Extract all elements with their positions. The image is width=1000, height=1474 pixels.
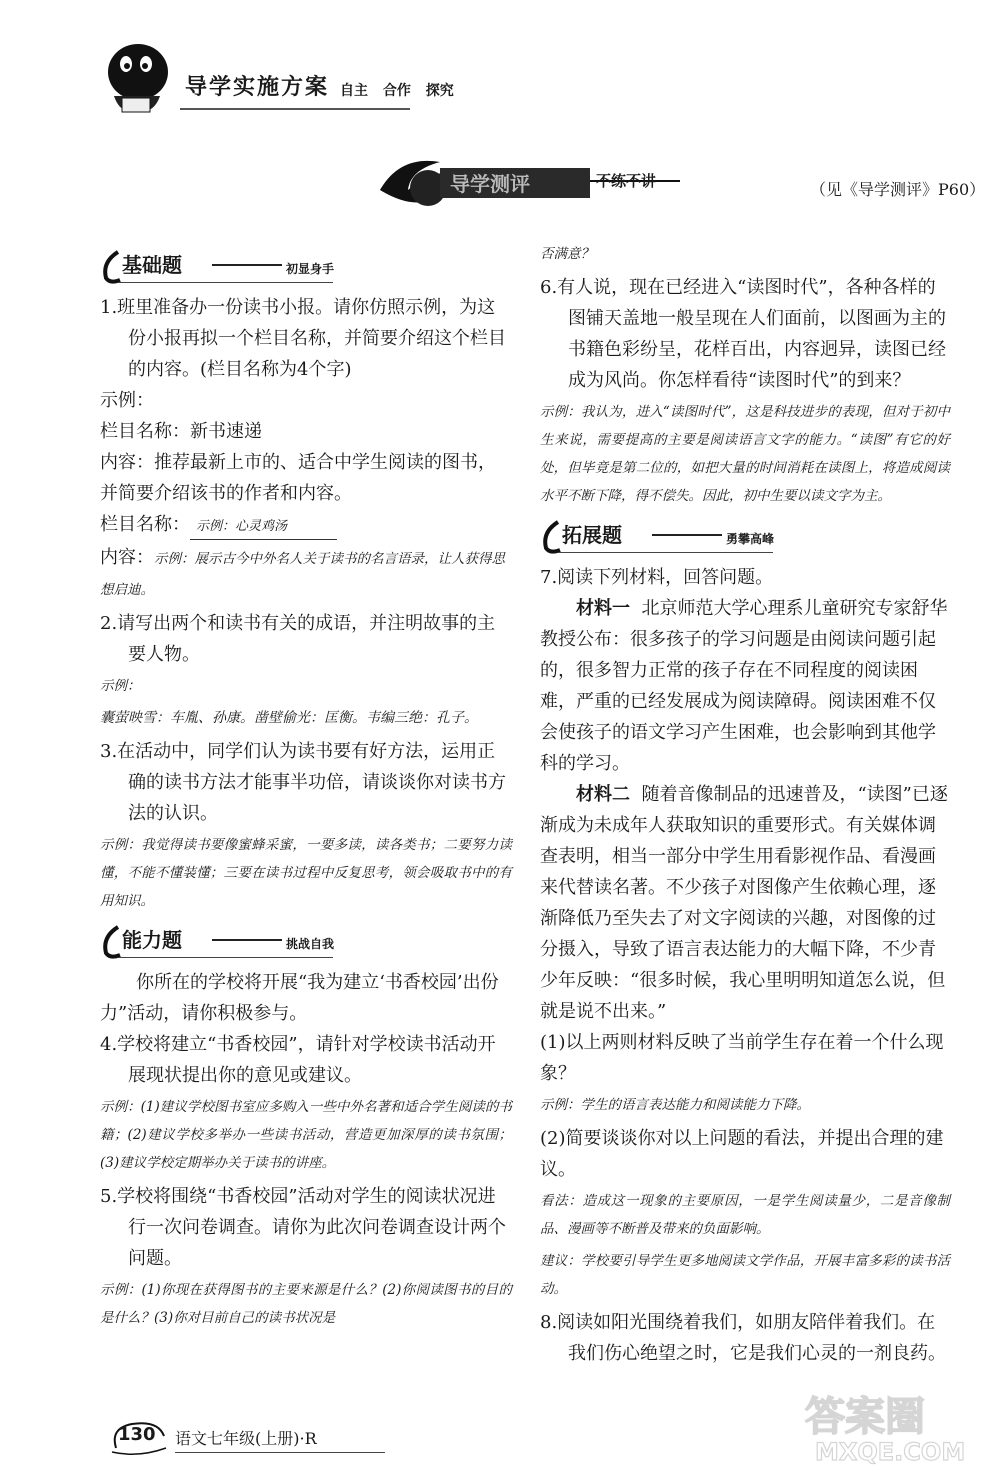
- header-title: 导学实施方案: [185, 75, 330, 100]
- question-3: 3.在活动中，同学们认为读书要有好方法，运用正确的读书方法才能事半功倍，请谈谈你对读书方法的认识。: [100, 741, 506, 824]
- q1-example-content: 内容：推荐最新上市的、适合中学生阅读的图书，并简要介绍该书的作者和内容。: [100, 452, 496, 504]
- q1-content-label: 内容：: [100, 547, 154, 568]
- material-1-text: 北京师范大学心理系儿童研究专家舒华教授公布：很多孩子的学习问题是由阅读问题引起的，很多智力正常的孩子存在不同程度的阅读困难，严重的已经发展成为阅读障碍。阅读困难不仅会使孩子的语文学习产生困难，也会影响到其他学科的学习。: [540, 598, 948, 774]
- q1-name-field: [100, 509, 512, 540]
- q5-answer: 示例：(1)你现在获得图书的主要来源是什么？(2)你阅读图书的目的是什么？(3)你对目前自己的读书状况是: [100, 1282, 512, 1326]
- book-title: 语文七年级(上册)·R: [175, 1429, 317, 1448]
- pen-stroke-icon: [540, 520, 564, 554]
- q4-answer: 示例：(1)建议学校图书室应多购入一些中外名著和适合学生阅读的书籍；(2)建议学校多举办一些读书活动，营造更加深厚的读书氛围；(3)建议学校定期举办关于读书的讲座。: [100, 1099, 512, 1171]
- section-title: 基础题: [122, 253, 182, 277]
- section-extend-header: [540, 516, 950, 556]
- question-1: 1.班里准备办一份读书小报。请你仿照示例，为这份小报再拟一个栏目名称，并简要介绍这个栏目的内容。(栏目名称为4个字): [100, 297, 506, 380]
- q1-content-answer: 示例：展示古今中外名人关于读书的名言语录，让人获得思想启迪。: [100, 551, 505, 598]
- question-5: 5.学校将围绕“书香校园”活动对学生的阅读状况进行一次问卷调查。请你为此次问卷调查设计两个问题。: [100, 1186, 506, 1269]
- question-6: 6.有人说，现在已经进入“读图时代”，各种各样的图铺天盖地一般呈现在人们面前，以图画为主的书籍色彩纷呈，花样百出，内容迥异，读图已经成为风尚。你怎样看待“读图时代”的到来？: [540, 277, 946, 391]
- q1-content-field: [100, 542, 512, 604]
- page-number: 130: [118, 1424, 156, 1445]
- q1-name-answer: 示例：心灵鸡汤: [190, 515, 337, 540]
- section-subtitle: 初显身手: [286, 262, 335, 276]
- ability-intro: 你所在的学校将开展“我为建立‘书香校园’出份力”活动，请你积极参与。: [100, 972, 499, 1024]
- q2-answer: 囊萤映雪：车胤、孙康。凿壁偷光：匡衡。韦编三绝：孔子。: [100, 710, 478, 726]
- section-title: 拓展题: [562, 523, 622, 547]
- watermark-logo-icon: [800, 1385, 970, 1465]
- q2-answer-label: 示例：: [100, 678, 141, 694]
- q7-answer-2b: 建议：学校要引导学生更多地阅读文学作品，开展丰富多彩的读书活动。: [540, 1253, 950, 1297]
- pen-stroke-icon: [100, 925, 124, 959]
- q1-example-label: 示例：: [100, 390, 154, 411]
- left-column: [100, 240, 512, 1336]
- section-subtitle: 挑战自我: [286, 937, 335, 951]
- header-subtitle: 自主 合作 探究: [340, 83, 454, 99]
- right-column: [540, 240, 950, 1369]
- question-4: 4.学校将建立“书香校园”，请针对学校读书活动开展现状提出你的意见或建议。: [100, 1034, 496, 1086]
- material-2-text: 随着音像制品的迅速普及，“读图”已逐渐成为未成年人获取知识的重要形式。有关媒体调查表明，相当一部分中学生用看影视作品、看漫画来代替读名著。不少孩子对图像产生依赖心理，逐渐降低乃至失去了对文字阅读的兴趣，对图像的过分摄入，导致了语言表达能力的大幅下降，不少青少年反映：“很多时候，我心里明明知道怎么说，但就是说不出来。”: [540, 784, 948, 1022]
- section-basic-header: [100, 246, 512, 286]
- section-underline: [558, 552, 773, 553]
- q1-name-label: 栏目名称：: [100, 514, 190, 535]
- q7-answer-2a: 看法：造成这一现象的主要原因，一是学生阅读量少，二是音像制品、漫画等不断普及带来的负面影响。: [540, 1193, 950, 1237]
- footer-divider: [175, 1452, 385, 1453]
- section-title: 能力题: [122, 928, 182, 952]
- banner-tag: 不练不讲: [596, 172, 657, 190]
- section-underline: [118, 282, 333, 283]
- question-8: 8.阅读如阳光围绕着我们，如朋友陪伴着我们。在我们伤心绝望之时，它是我们心灵的一剂良药。: [540, 1312, 946, 1364]
- material-1-label: 材料一: [576, 598, 630, 619]
- q1-example-name: 栏目名称：新书速递: [100, 421, 262, 442]
- question-7: 7.阅读下列材料，回答问题。: [540, 567, 774, 588]
- pen-stroke-icon: [100, 250, 124, 284]
- material-1: [540, 593, 950, 779]
- reference-note: （见《导学测评》P60）: [810, 180, 986, 199]
- mascot-logo-icon: [100, 38, 172, 118]
- section-dash: [212, 264, 282, 266]
- banner-label: 导学测评: [450, 172, 530, 196]
- svg-text:MXQE.COM: MXQE.COM: [815, 1438, 966, 1465]
- question-2: 2.请写出两个和读书有关的成语，并注明故事的主要人物。: [100, 613, 496, 665]
- q7-sub-1: (1)以上两则材料反映了当前学生存在着一个什么现象？: [540, 1032, 944, 1084]
- q7-answer-1: 示例：学生的语言表达能力和阅读能力下降。: [540, 1097, 810, 1113]
- material-2: [540, 779, 950, 1027]
- q5-answer-continued: 否满意？: [540, 246, 594, 262]
- section-ability-header: [100, 921, 512, 961]
- svg-text:答案圈: 答案圈: [805, 1394, 925, 1440]
- q3-answer: 示例：我觉得读书要像蜜蜂采蜜，一要多读，读各类书；二要努力读懂，不能不懂装懂；三要在读书过程中反复思考，领会吸取书中的有用知识。: [100, 837, 512, 909]
- section-dash: [212, 939, 282, 941]
- q7-sub-2: (2)简要谈谈你对以上问题的看法，并提出合理的建议。: [540, 1128, 944, 1180]
- q6-answer: 示例：我认为，进入“读图时代”，这是科技进步的表现，但对于初中生来说，需要提高的主要是阅读语言文字的能力。“读图”有它的好处，但毕竟是第二位的，如把大量的时间消耗在读图上，将造成阅读水平不断下降，得不偿失。因此，初中生要以读文字为主。: [540, 404, 950, 504]
- material-2-label: 材料二: [576, 784, 630, 805]
- section-subtitle: 勇攀高峰: [726, 532, 775, 546]
- section-underline: [118, 957, 333, 958]
- section-dash: [652, 534, 722, 536]
- header-divider: [180, 108, 410, 110]
